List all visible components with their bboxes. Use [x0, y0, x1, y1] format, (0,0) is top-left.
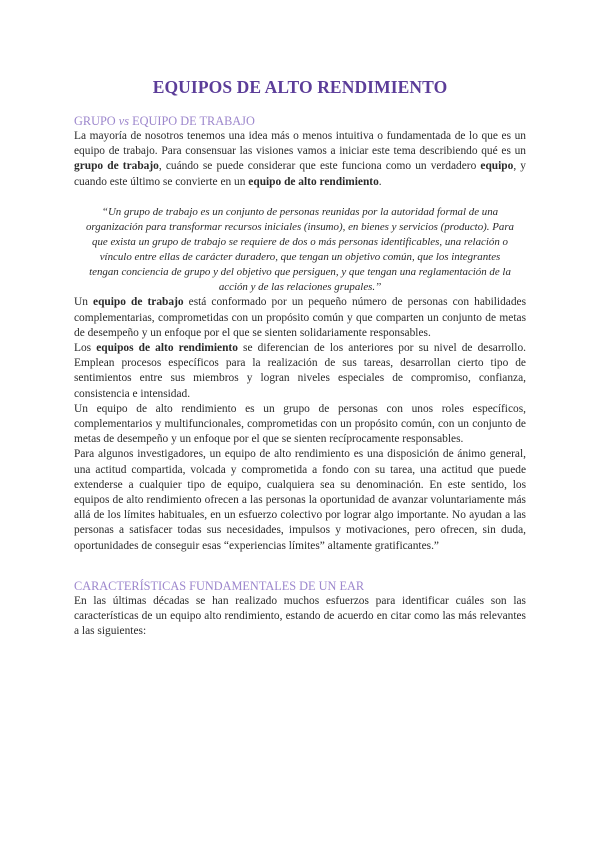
bold-term: equipos de alto rendimiento — [96, 341, 238, 354]
definition-paragraph: Un equipo de alto rendimiento es un grupo de personas con unos roles específicos, complementarios y multifuncionales, comprometidas con un propósito común, con un conjunto de metas de desempeño y un enfoque por el que se sienten recíprocamente responsables. — [74, 402, 526, 446]
bold-term: equipo de alto rendimiento — [248, 175, 379, 188]
section-heading-caracteristicas: CARACTERÍSTICAS FUNDAMENTALES DE UN EAR — [74, 578, 365, 593]
page-title: EQUIPOS DE ALTO RENDIMIENTO — [152, 77, 448, 97]
section-heading-vs: vs — [118, 114, 130, 128]
bold-term: grupo de trabajo — [74, 160, 159, 173]
text-run: se diferencian de los anteriores por su nivel de desarrollo. Emplean procesos específicos para la realización de sus tareas, desarrollan cierto tipo de sentimientos entre sus miembros y logran niveles especiales de compromiso, confianza, consistencia e intensidad. — [74, 341, 526, 400]
equipos-alto-rendimiento-paragraph — [74, 341, 526, 402]
text-run: Un — [74, 296, 94, 309]
text-run: , cuándo se puede considerar que este funciona como un verdadero — [158, 160, 481, 173]
investigadores-paragraph: Para algunos investigadores, un equipo de alto rendimiento es una disposición de ánimo general, una actitud compartida, volcada y comprometida a fondo con su tarea, una actitud que puede extenderse a cualquier tipo de equipo, cualquiera sea su denominación. En este sentido, los equipos de alto rendimiento ofrecen a las personas la oportunidad de avanzar voluntariamente más allá de los límites habituales, en un esfuerzo colectivo por lograr algo importante. No ayudan a las personas a satisfacer todas sus necesidades, impulsos y motivaciones, pero ofrecen, sin duda, oportunidades de conseguir esas “experiencias límites” altamente gratificantes.” — [74, 448, 526, 552]
text-run: , y cuando este último se convierte en un — [74, 160, 527, 188]
caracteristicas-intro-paragraph: En las últimas décadas se han realizado muchos esfuerzos para identificar cuáles son las características de un equipo alto rendimiento, estando de acuerdo en citar como las más relevantes a las siguientes: — [74, 594, 526, 638]
definition-quote: “Un grupo de trabajo es un conjunto de personas reunidas por la autoridad formal de una organización para transformar recursos iniciales (insumo), en bienes y servicios (producto). Para que exista un grupo de trabajo se requiere de dos o más personas identificables, una relación o vínculo entre ellas de carácter duradero, que tengan un objetivo común, que los integrantes tengan conciencia de grupo y del objetivo que persiguen, y que tengan una reglamentación de la acción y de las relaciones grupales.’’ — [85, 205, 515, 294]
bold-term: equipo — [480, 160, 514, 173]
intro-paragraph — [74, 129, 526, 190]
text-run: La mayoría de nosotros tenemos una idea más o menos intuitiva o fundamentada de lo que es un equipo de trabajo. Para consensuar las visiones vamos a iniciar este tema describiendo qué es un — [74, 130, 526, 158]
text-run: está conformado por un pequeño número de personas con habilidades complementarias, comprometidas con un propósito común y que comparten un conjunto de metas de desempeño y un enfoque por el que se sienten solidariamente responsables. — [74, 296, 526, 339]
section-heading-part: EQUIPO DE TRABAJO — [129, 114, 255, 128]
section-heading-part: GRUPO — [74, 114, 119, 128]
section-heading-grupo-vs-equipo — [74, 113, 526, 129]
equipo-de-trabajo-paragraph — [74, 295, 526, 341]
text-run: Los — [74, 341, 97, 354]
text-run: . — [378, 175, 382, 188]
bold-term: equipo de trabajo — [93, 296, 184, 309]
